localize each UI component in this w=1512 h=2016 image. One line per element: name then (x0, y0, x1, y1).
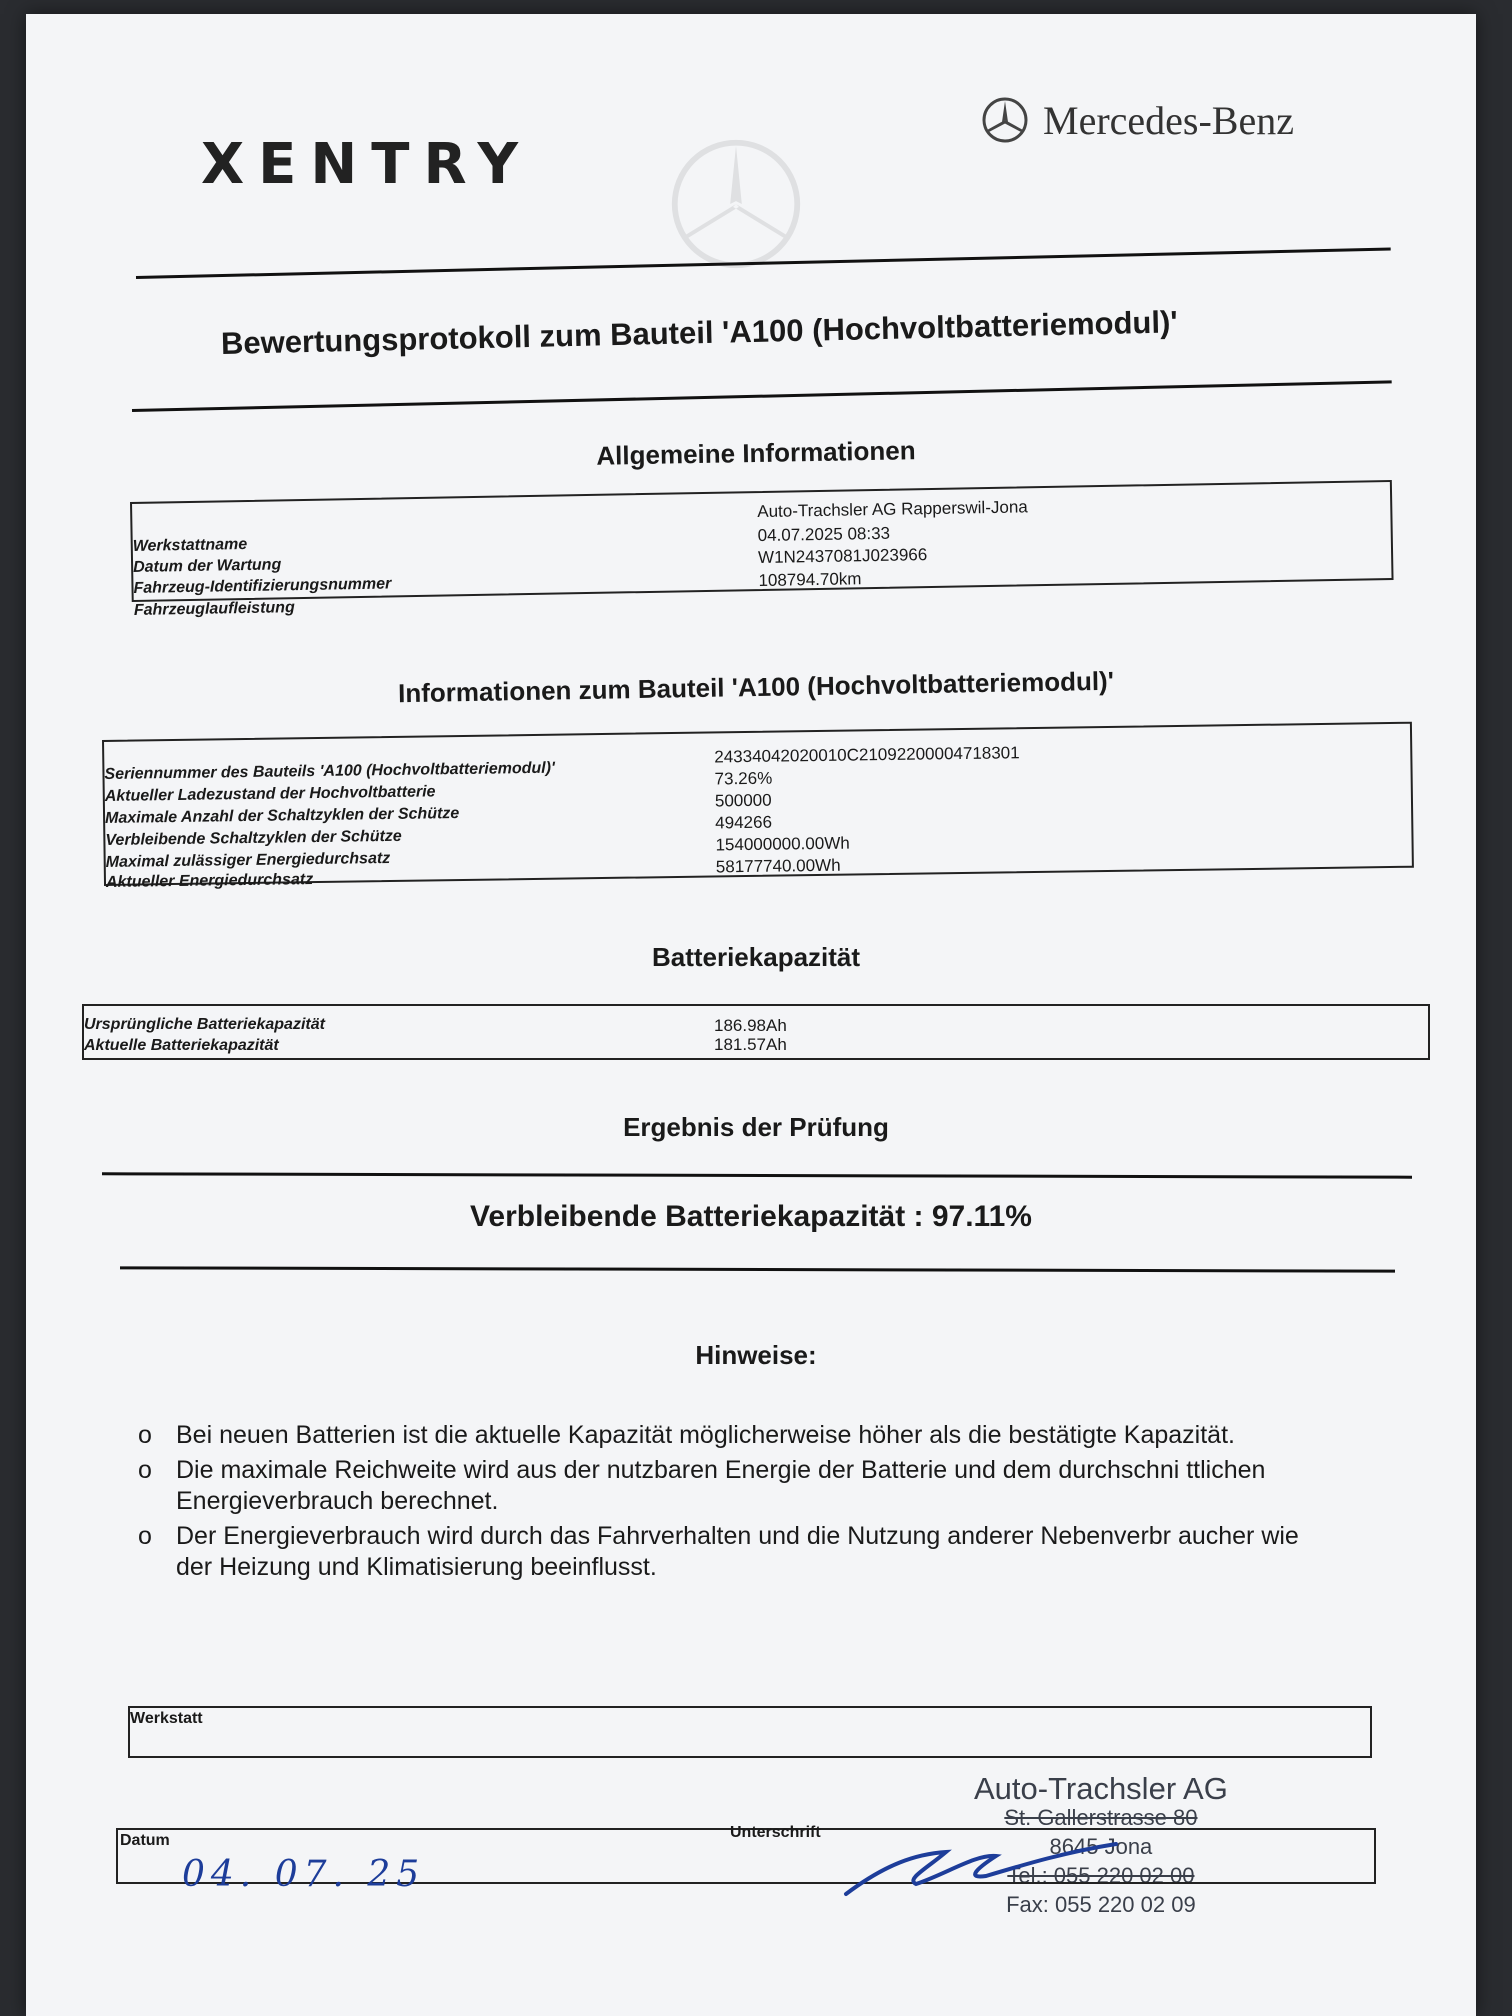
datum-label: Datum (120, 1832, 170, 1849)
brand-name: Mercedes-Benz (1043, 97, 1294, 143)
row-label: Fahrzeuglaufleistung (133, 599, 295, 619)
table-row (84, 1016, 1428, 1034)
row-label: Ursprüngliche Batteriekapazität (84, 1016, 325, 1033)
row-label: Maximal zulässiger Energiedurchsatz (105, 849, 391, 871)
bullet: o (138, 1421, 152, 1449)
row-value: 500000 (714, 790, 772, 811)
note-text: Bei neuen Batterien ist die aktuelle Kapazität möglicherweise höher als die bestätigte Kapazität. (176, 1421, 1235, 1449)
list-item (138, 1521, 1318, 1583)
row-label: Seriennummer des Bauteils 'A100 (Hochvoltbatteriemodul)' (104, 759, 555, 783)
bullet: o (138, 1456, 152, 1484)
row-value: 181.57Ah (714, 1035, 787, 1054)
row-value: 154000000.00Wh (715, 833, 850, 855)
document-page (26, 14, 1476, 2016)
general-table (130, 480, 1394, 619)
stamp-city: 8645 Jona (1049, 1834, 1153, 1859)
row-label: Aktuelle Batteriekapazität (84, 1037, 279, 1054)
row-value: 494266 (715, 812, 773, 833)
page-title: Bewertungsprotokoll zum Bauteil 'A100 (Hochvoltbatteriemodul)' (220, 304, 1179, 361)
general-heading: Allgemeine Informationen (596, 435, 916, 471)
list-item (138, 1455, 1318, 1517)
row-label: Datum der Wartung (132, 556, 282, 576)
list-item (138, 1420, 1318, 1451)
row-value: 73.26% (714, 768, 773, 789)
row-label: Werkstattname (132, 535, 248, 555)
component-table (102, 722, 1414, 891)
xentry-logo: XENTRY (201, 132, 533, 197)
result-heading: Ergebnis der Prüfung (623, 1112, 889, 1142)
row-label: Aktueller Energiedurchsatz (105, 871, 314, 891)
row-value: 186.98Ah (714, 1016, 787, 1035)
note-text: Die maximale Reichweite wird aus der nutzbaren Energie der Batterie und dem durchschni ttlichen Energieverbrauch berechnet. (176, 1456, 1266, 1515)
werkstatt-field (128, 1706, 1372, 1758)
capacity-table (82, 1004, 1430, 1060)
notes-list (138, 1420, 1318, 1587)
star-watermark-icon (666, 134, 806, 274)
stamp-name: Auto-Trachsler AG (974, 1771, 1228, 1806)
row-value: 04.07.2025 08:33 (757, 523, 891, 546)
row-value: W1N2437081J023966 (757, 545, 928, 568)
unterschrift-label: Unterschrift (730, 1824, 821, 1841)
row-value: 58177740.00Wh (715, 855, 841, 877)
result-text: Verbleibende Batteriekapazität : 97.11% (470, 1200, 1032, 1233)
handwritten-signature (826, 1824, 1126, 1904)
row-label: Fahrzeug-Identifizierungsnummer (133, 575, 392, 597)
row-label: Verbleibende Schaltzyklen der Schütze (105, 827, 402, 849)
row-label: Aktueller Ladezustand der Hochvoltbatterie (104, 783, 436, 805)
bullet: o (138, 1522, 152, 1550)
note-text: Der Energieverbrauch wird durch das Fahrverhalten und die Nutzung anderer Nebenverbr aucher wie der Heizung und Klimatisierung beeinflusst. (176, 1522, 1299, 1581)
row-value: Auto-Trachsler AG Rapperswil-Jona (757, 497, 1028, 522)
stamp-fax: Fax: 055 220 02 09 (1006, 1892, 1196, 1917)
handwritten-date: 04. 07. 25 (182, 1854, 426, 1895)
row-value: 24334042020010C21092200004718301 (714, 743, 1020, 767)
title-rule-bottom (132, 380, 1392, 412)
table-row (84, 1037, 1428, 1055)
mercedes-star-icon (981, 96, 1029, 144)
row-value: 108794.70km (758, 569, 862, 591)
stamp-tel: Tel.: 055 220 02 00 (1007, 1863, 1195, 1888)
result-rule-bottom (120, 1266, 1395, 1272)
stamp-street: St. Gallerstrasse 80 (1004, 1805, 1198, 1830)
werkstatt-label: Werkstatt (130, 1710, 203, 1727)
result-rule-top (102, 1172, 1412, 1178)
capacity-heading: Batteriekapazität (651, 942, 861, 972)
notes-heading: Hinweise: (695, 1340, 817, 1370)
component-heading: Informationen zum Bauteil 'A100 (Hochvoltbatteriemodul)' (397, 665, 1115, 709)
brand-header (981, 96, 1294, 144)
row-label: Maximale Anzahl der Schaltzyklen der Schütze (104, 805, 460, 827)
